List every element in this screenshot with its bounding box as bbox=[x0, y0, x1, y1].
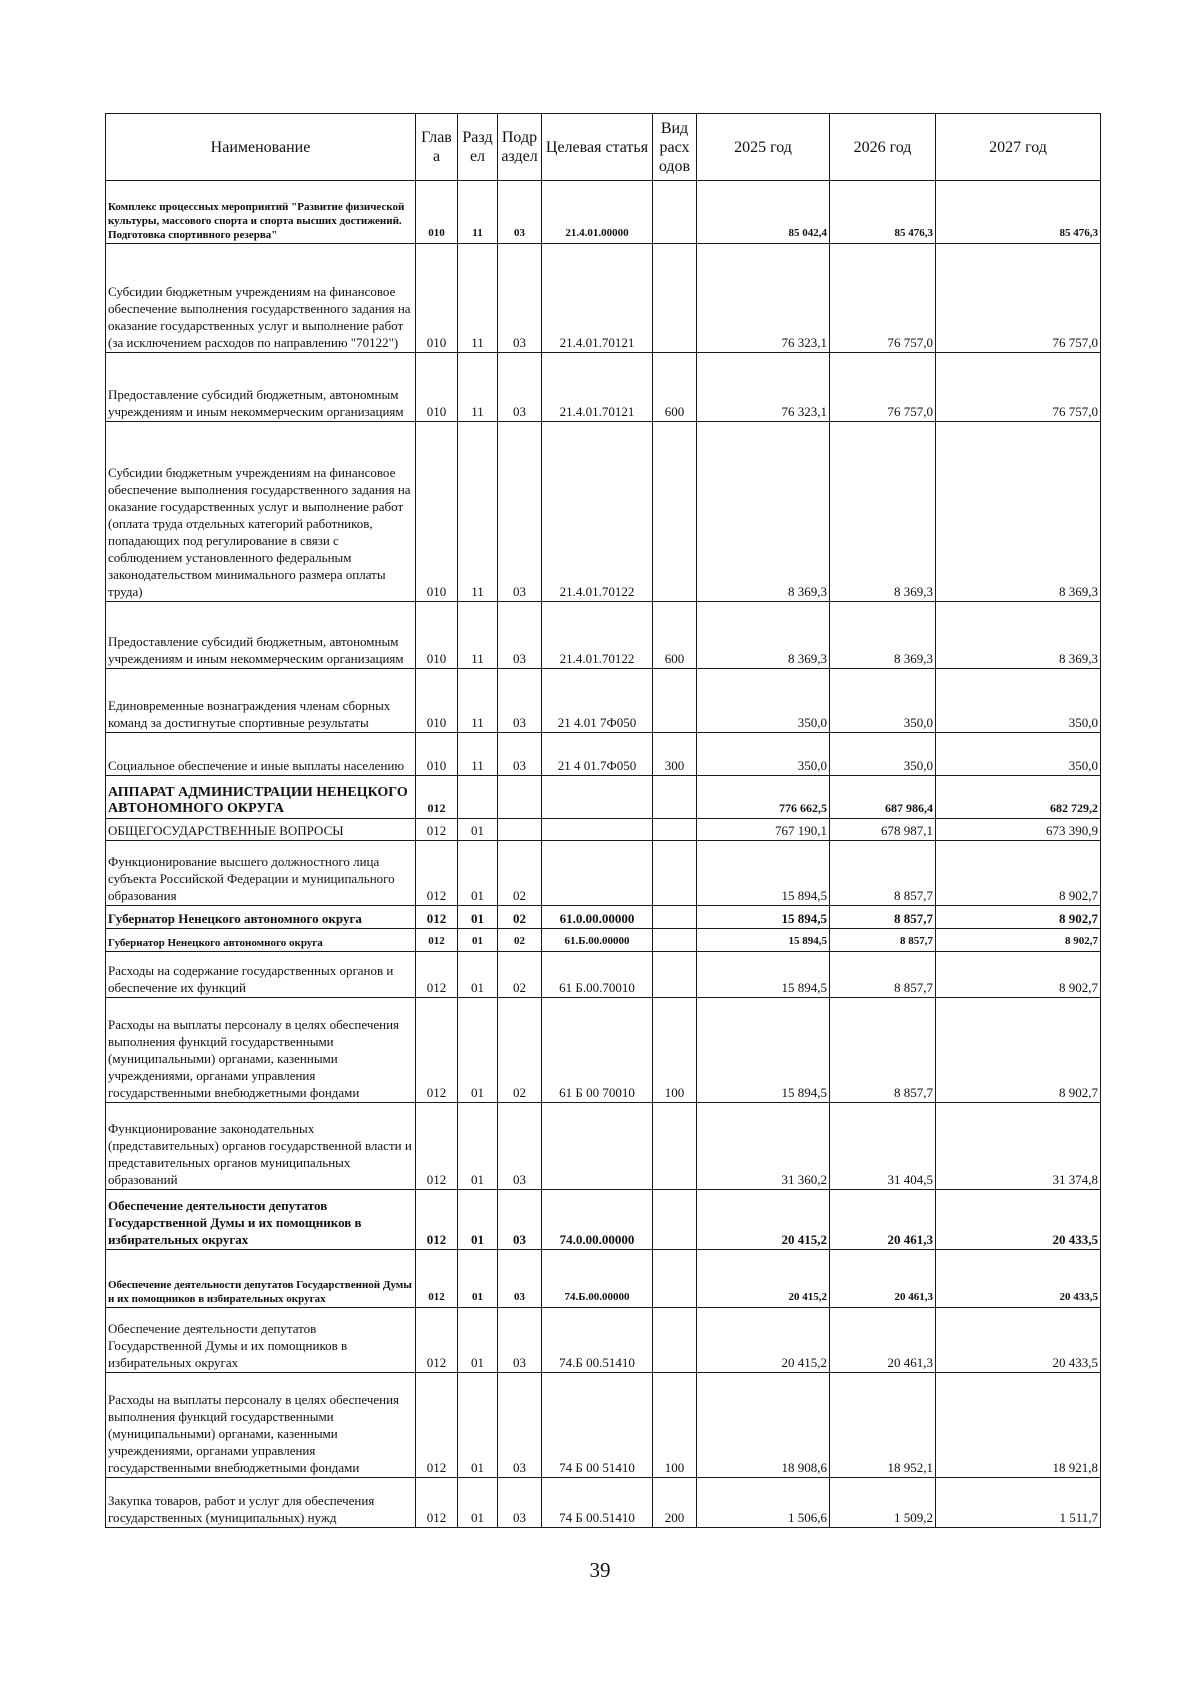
row-value-2027: 20 433,5 bbox=[936, 1250, 1101, 1308]
row-value-2027: 20 433,5 bbox=[936, 1190, 1101, 1250]
row-celevaya: 74.Б.00.00000 bbox=[542, 1250, 653, 1308]
header-celevaya-statya: Целевая статья bbox=[542, 114, 653, 181]
row-razdel: 01 bbox=[458, 1103, 498, 1190]
row-razdel: 11 bbox=[458, 669, 498, 733]
row-glava: 012 bbox=[416, 841, 458, 906]
row-value-2027: 8 902,7 bbox=[936, 906, 1101, 929]
row-razdel: 01 bbox=[458, 1190, 498, 1250]
row-vid bbox=[653, 776, 697, 819]
row-razdel: 11 bbox=[458, 422, 498, 602]
row-name: Расходы на выплаты персоналу в целях обеспечения выполнения функций государственными (муниципальными) органами, казенными учреждениями, органами управления государственными внебюджетными фондами bbox=[106, 998, 416, 1103]
row-celevaya bbox=[542, 776, 653, 819]
row-value-2025: 776 662,5 bbox=[697, 776, 830, 819]
row-glava: 010 bbox=[416, 181, 458, 244]
row-value-2025: 1 506,6 bbox=[697, 1478, 830, 1528]
row-razdel bbox=[458, 776, 498, 819]
row-celevaya: 61.0.00.00000 bbox=[542, 906, 653, 929]
row-value-2027: 20 433,5 bbox=[936, 1308, 1101, 1373]
row-celevaya: 74 Б 00 51410 bbox=[542, 1373, 653, 1478]
row-celevaya: 74.Б 00.51410 bbox=[542, 1308, 653, 1373]
row-glava: 012 bbox=[416, 929, 458, 952]
table-row bbox=[106, 733, 1101, 776]
row-value-2026: 20 461,3 bbox=[830, 1190, 936, 1250]
row-vid bbox=[653, 906, 697, 929]
row-glava: 012 bbox=[416, 1250, 458, 1308]
row-glava: 012 bbox=[416, 1190, 458, 1250]
row-podrazdel bbox=[498, 776, 542, 819]
row-value-2025: 18 908,6 bbox=[697, 1373, 830, 1478]
header-podrazdel: Подр аздел bbox=[498, 114, 542, 181]
row-value-2027: 8 902,7 bbox=[936, 952, 1101, 998]
row-name: Предоставление субсидий бюджетным, автономным учреждениям и иным некоммерческим организациям bbox=[106, 353, 416, 422]
row-vid: 100 bbox=[653, 998, 697, 1103]
row-podrazdel: 03 bbox=[498, 1373, 542, 1478]
row-celevaya bbox=[542, 819, 653, 841]
row-value-2026: 8 369,3 bbox=[830, 602, 936, 669]
table-row bbox=[106, 819, 1101, 841]
row-value-2026: 687 986,4 bbox=[830, 776, 936, 819]
row-value-2026: 8 857,7 bbox=[830, 998, 936, 1103]
row-value-2027: 350,0 bbox=[936, 669, 1101, 733]
row-podrazdel: 02 bbox=[498, 952, 542, 998]
row-value-2027: 1 511,7 bbox=[936, 1478, 1101, 1528]
row-celevaya: 21.4.01.70121 bbox=[542, 353, 653, 422]
row-glava: 010 bbox=[416, 244, 458, 353]
row-celevaya: 21.4.01.00000 bbox=[542, 181, 653, 244]
row-name: Обеспечение деятельности депутатов Государственной Думы и их помощников в избирательных округах bbox=[106, 1190, 416, 1250]
row-celevaya: 21.4.01.70122 bbox=[542, 422, 653, 602]
row-value-2026: 76 757,0 bbox=[830, 353, 936, 422]
row-value-2025: 20 415,2 bbox=[697, 1308, 830, 1373]
row-glava: 012 bbox=[416, 1103, 458, 1190]
row-glava: 012 bbox=[416, 776, 458, 819]
row-razdel: 01 bbox=[458, 1373, 498, 1478]
row-razdel: 01 bbox=[458, 819, 498, 841]
row-glava: 012 bbox=[416, 906, 458, 929]
header-year-2027: 2027 год bbox=[936, 114, 1101, 181]
row-podrazdel bbox=[498, 819, 542, 841]
row-vid bbox=[653, 1190, 697, 1250]
row-name: Социальное обеспечение и иные выплаты населению bbox=[106, 733, 416, 776]
row-glava: 010 bbox=[416, 669, 458, 733]
row-podrazdel: 03 bbox=[498, 602, 542, 669]
row-value-2027: 350,0 bbox=[936, 733, 1101, 776]
row-podrazdel: 03 bbox=[498, 1103, 542, 1190]
row-name: Предоставление субсидий бюджетным, автономным учреждениям и иным некоммерческим организациям bbox=[106, 602, 416, 669]
row-celevaya bbox=[542, 1103, 653, 1190]
table-row bbox=[106, 841, 1101, 906]
row-glava: 012 bbox=[416, 819, 458, 841]
row-value-2025: 15 894,5 bbox=[697, 929, 830, 952]
row-value-2025: 15 894,5 bbox=[697, 998, 830, 1103]
table-row bbox=[106, 929, 1101, 952]
row-celevaya: 21.4.01.70122 bbox=[542, 602, 653, 669]
row-vid bbox=[653, 1103, 697, 1190]
table-row bbox=[106, 353, 1101, 422]
row-value-2025: 85 042,4 bbox=[697, 181, 830, 244]
row-glava: 012 bbox=[416, 998, 458, 1103]
row-value-2026: 8 369,3 bbox=[830, 422, 936, 602]
row-celevaya: 21 4 01.7Ф050 bbox=[542, 733, 653, 776]
row-vid: 100 bbox=[653, 1373, 697, 1478]
row-vid bbox=[653, 181, 697, 244]
row-razdel: 01 bbox=[458, 841, 498, 906]
row-podrazdel: 03 bbox=[498, 244, 542, 353]
row-name: Субсидии бюджетным учреждениям на финансовое обеспечение выполнения государственного задания на оказание государственных услуг и выполнение работ (оплата труда отдельных категорий работников, попадающих под регулирование в связи с соблюдением установленного федеральным законодательством минимального размера оплаты труда) bbox=[106, 422, 416, 602]
row-razdel: 01 bbox=[458, 998, 498, 1103]
table-row bbox=[106, 1103, 1101, 1190]
row-name: Губернатор Ненецкого автономного округа bbox=[106, 906, 416, 929]
row-value-2025: 8 369,3 bbox=[697, 602, 830, 669]
row-value-2026: 20 461,3 bbox=[830, 1308, 936, 1373]
row-podrazdel: 03 bbox=[498, 1190, 542, 1250]
budget-sheet bbox=[105, 113, 1100, 1528]
row-value-2027: 31 374,8 bbox=[936, 1103, 1101, 1190]
row-value-2026: 85 476,3 bbox=[830, 181, 936, 244]
row-razdel: 11 bbox=[458, 602, 498, 669]
row-value-2025: 15 894,5 bbox=[697, 906, 830, 929]
row-podrazdel: 03 bbox=[498, 181, 542, 244]
row-value-2027: 76 757,0 bbox=[936, 244, 1101, 353]
row-name: Расходы на содержание государственных органов и обеспечение их функций bbox=[106, 952, 416, 998]
row-value-2025: 8 369,3 bbox=[697, 422, 830, 602]
row-razdel: 11 bbox=[458, 733, 498, 776]
row-value-2027: 18 921,8 bbox=[936, 1373, 1101, 1478]
row-value-2025: 31 360,2 bbox=[697, 1103, 830, 1190]
row-celevaya: 74 Б 00.51410 bbox=[542, 1478, 653, 1528]
row-vid: 300 bbox=[653, 733, 697, 776]
row-glava: 012 bbox=[416, 1373, 458, 1478]
row-name: Единовременные вознаграждения членам сборных команд за достигнутые спортивные результаты bbox=[106, 669, 416, 733]
header-year-2025: 2025 год bbox=[697, 114, 830, 181]
row-value-2027: 76 757,0 bbox=[936, 353, 1101, 422]
row-vid bbox=[653, 244, 697, 353]
row-value-2025: 350,0 bbox=[697, 669, 830, 733]
row-razdel: 11 bbox=[458, 181, 498, 244]
row-value-2025: 76 323,1 bbox=[697, 244, 830, 353]
row-value-2025: 15 894,5 bbox=[697, 952, 830, 998]
header-name: Наименование bbox=[106, 114, 416, 181]
row-podrazdel: 03 bbox=[498, 353, 542, 422]
row-glava: 010 bbox=[416, 422, 458, 602]
row-name: Обеспечение деятельности депутатов Государственной Думы и их помощников в избирательных округах bbox=[106, 1308, 416, 1373]
row-razdel: 01 bbox=[458, 906, 498, 929]
row-name: ОБЩЕГОСУДАРСТВЕННЫЕ ВОПРОСЫ bbox=[106, 819, 416, 841]
header-vid-rashodov: Вид расх одов bbox=[653, 114, 697, 181]
row-celevaya: 61.Б.00.00000 bbox=[542, 929, 653, 952]
row-glava: 010 bbox=[416, 602, 458, 669]
row-vid bbox=[653, 819, 697, 841]
row-value-2026: 350,0 bbox=[830, 669, 936, 733]
row-glava: 010 bbox=[416, 733, 458, 776]
row-name: Функционирование законодательных (представительных) органов государственной власти и представительных органов муниципальных образований bbox=[106, 1103, 416, 1190]
row-celevaya: 61 Б 00 70010 bbox=[542, 998, 653, 1103]
row-celevaya: 21.4.01.70121 bbox=[542, 244, 653, 353]
row-value-2027: 8 902,7 bbox=[936, 998, 1101, 1103]
row-value-2027: 682 729,2 bbox=[936, 776, 1101, 819]
row-name: Закупка товаров, работ и услуг для обеспечения государственных (муниципальных) нужд bbox=[106, 1478, 416, 1528]
row-celevaya: 74.0.00.00000 bbox=[542, 1190, 653, 1250]
row-value-2025: 76 323,1 bbox=[697, 353, 830, 422]
row-name: Функционирование высшего должностного лица субъекта Российской Федерации и муниципального образования bbox=[106, 841, 416, 906]
row-razdel: 01 bbox=[458, 1308, 498, 1373]
table-row bbox=[106, 244, 1101, 353]
row-podrazdel: 02 bbox=[498, 998, 542, 1103]
row-glava: 012 bbox=[416, 952, 458, 998]
table-row bbox=[106, 998, 1101, 1103]
row-value-2026: 8 857,7 bbox=[830, 952, 936, 998]
header-year-2026: 2026 год bbox=[830, 114, 936, 181]
row-vid bbox=[653, 841, 697, 906]
table-row bbox=[106, 1308, 1101, 1373]
row-name: Расходы на выплаты персоналу в целях обеспечения выполнения функций государственными (муниципальными) органами, казенными учреждениями, органами управления государственными внебюджетными фондами bbox=[106, 1373, 416, 1478]
table-row bbox=[106, 181, 1101, 244]
row-value-2025: 20 415,2 bbox=[697, 1250, 830, 1308]
row-razdel: 01 bbox=[458, 1478, 498, 1528]
table-row bbox=[106, 1250, 1101, 1308]
table-row bbox=[106, 906, 1101, 929]
table-row bbox=[106, 1478, 1101, 1528]
row-glava: 012 bbox=[416, 1478, 458, 1528]
row-value-2026: 350,0 bbox=[830, 733, 936, 776]
row-value-2026: 18 952,1 bbox=[830, 1373, 936, 1478]
page-number: 39 bbox=[589, 1558, 611, 1582]
row-vid bbox=[653, 422, 697, 602]
table-row bbox=[106, 422, 1101, 602]
header-glava: Глав а bbox=[416, 114, 458, 181]
row-value-2026: 8 857,7 bbox=[830, 841, 936, 906]
row-value-2027: 8 369,3 bbox=[936, 602, 1101, 669]
row-value-2027: 8 369,3 bbox=[936, 422, 1101, 602]
row-value-2027: 85 476,3 bbox=[936, 181, 1101, 244]
table-row bbox=[106, 1373, 1101, 1478]
row-name: АППАРАТ АДМИНИСТРАЦИИ НЕНЕЦКОГО АВТОНОМНОГО ОКРУГА bbox=[106, 776, 416, 819]
row-podrazdel: 03 bbox=[498, 733, 542, 776]
row-value-2027: 673 390,9 bbox=[936, 819, 1101, 841]
row-podrazdel: 03 bbox=[498, 1478, 542, 1528]
table-row bbox=[106, 602, 1101, 669]
row-value-2027: 8 902,7 bbox=[936, 929, 1101, 952]
row-podrazdel: 03 bbox=[498, 422, 542, 602]
row-vid bbox=[653, 1250, 697, 1308]
row-celevaya bbox=[542, 841, 653, 906]
row-razdel: 01 bbox=[458, 1250, 498, 1308]
row-razdel: 11 bbox=[458, 353, 498, 422]
row-name: Губернатор Ненецкого автономного округа bbox=[106, 929, 416, 952]
row-razdel: 01 bbox=[458, 952, 498, 998]
row-value-2025: 767 190,1 bbox=[697, 819, 830, 841]
row-razdel: 11 bbox=[458, 244, 498, 353]
row-podrazdel: 03 bbox=[498, 1250, 542, 1308]
row-glava: 010 bbox=[416, 353, 458, 422]
header-razdel: Разд ел bbox=[458, 114, 498, 181]
row-razdel: 01 bbox=[458, 929, 498, 952]
row-value-2026: 20 461,3 bbox=[830, 1250, 936, 1308]
row-celevaya: 61 Б.00.70010 bbox=[542, 952, 653, 998]
row-value-2025: 20 415,2 bbox=[697, 1190, 830, 1250]
row-value-2026: 678 987,1 bbox=[830, 819, 936, 841]
row-value-2025: 350,0 bbox=[697, 733, 830, 776]
table-row bbox=[106, 952, 1101, 998]
row-podrazdel: 02 bbox=[498, 841, 542, 906]
row-vid bbox=[653, 1308, 697, 1373]
row-celevaya: 21 4.01 7Ф050 bbox=[542, 669, 653, 733]
row-vid: 200 bbox=[653, 1478, 697, 1528]
row-vid bbox=[653, 929, 697, 952]
budget-table bbox=[105, 113, 1101, 1528]
row-value-2026: 8 857,7 bbox=[830, 906, 936, 929]
row-value-2026: 31 404,5 bbox=[830, 1103, 936, 1190]
row-name: Комплекс процессных мероприятий "Развитие физической культуры, массового спорта и спорта высших достижений. Подготовка спортивного резерва" bbox=[106, 181, 416, 244]
row-glava: 012 bbox=[416, 1308, 458, 1373]
table-header-row bbox=[106, 114, 1101, 181]
row-value-2027: 8 902,7 bbox=[936, 841, 1101, 906]
row-vid: 600 bbox=[653, 353, 697, 422]
table-row bbox=[106, 1190, 1101, 1250]
table-row bbox=[106, 669, 1101, 733]
row-vid bbox=[653, 952, 697, 998]
table-row bbox=[106, 776, 1101, 819]
row-podrazdel: 03 bbox=[498, 669, 542, 733]
row-podrazdel: 02 bbox=[498, 906, 542, 929]
row-podrazdel: 02 bbox=[498, 929, 542, 952]
row-value-2025: 15 894,5 bbox=[697, 841, 830, 906]
row-value-2026: 8 857,7 bbox=[830, 929, 936, 952]
row-name: Обеспечение деятельности депутатов Государственной Думы и их помощников в избирательных округах bbox=[106, 1250, 416, 1308]
row-vid: 600 bbox=[653, 602, 697, 669]
row-name: Субсидии бюджетным учреждениям на финансовое обеспечение выполнения государственного задания на оказание государственных услуг и выполнение работ (за исключением расходов по направлению "70122") bbox=[106, 244, 416, 353]
row-value-2026: 76 757,0 bbox=[830, 244, 936, 353]
row-value-2026: 1 509,2 bbox=[830, 1478, 936, 1528]
row-vid bbox=[653, 669, 697, 733]
row-podrazdel: 03 bbox=[498, 1308, 542, 1373]
